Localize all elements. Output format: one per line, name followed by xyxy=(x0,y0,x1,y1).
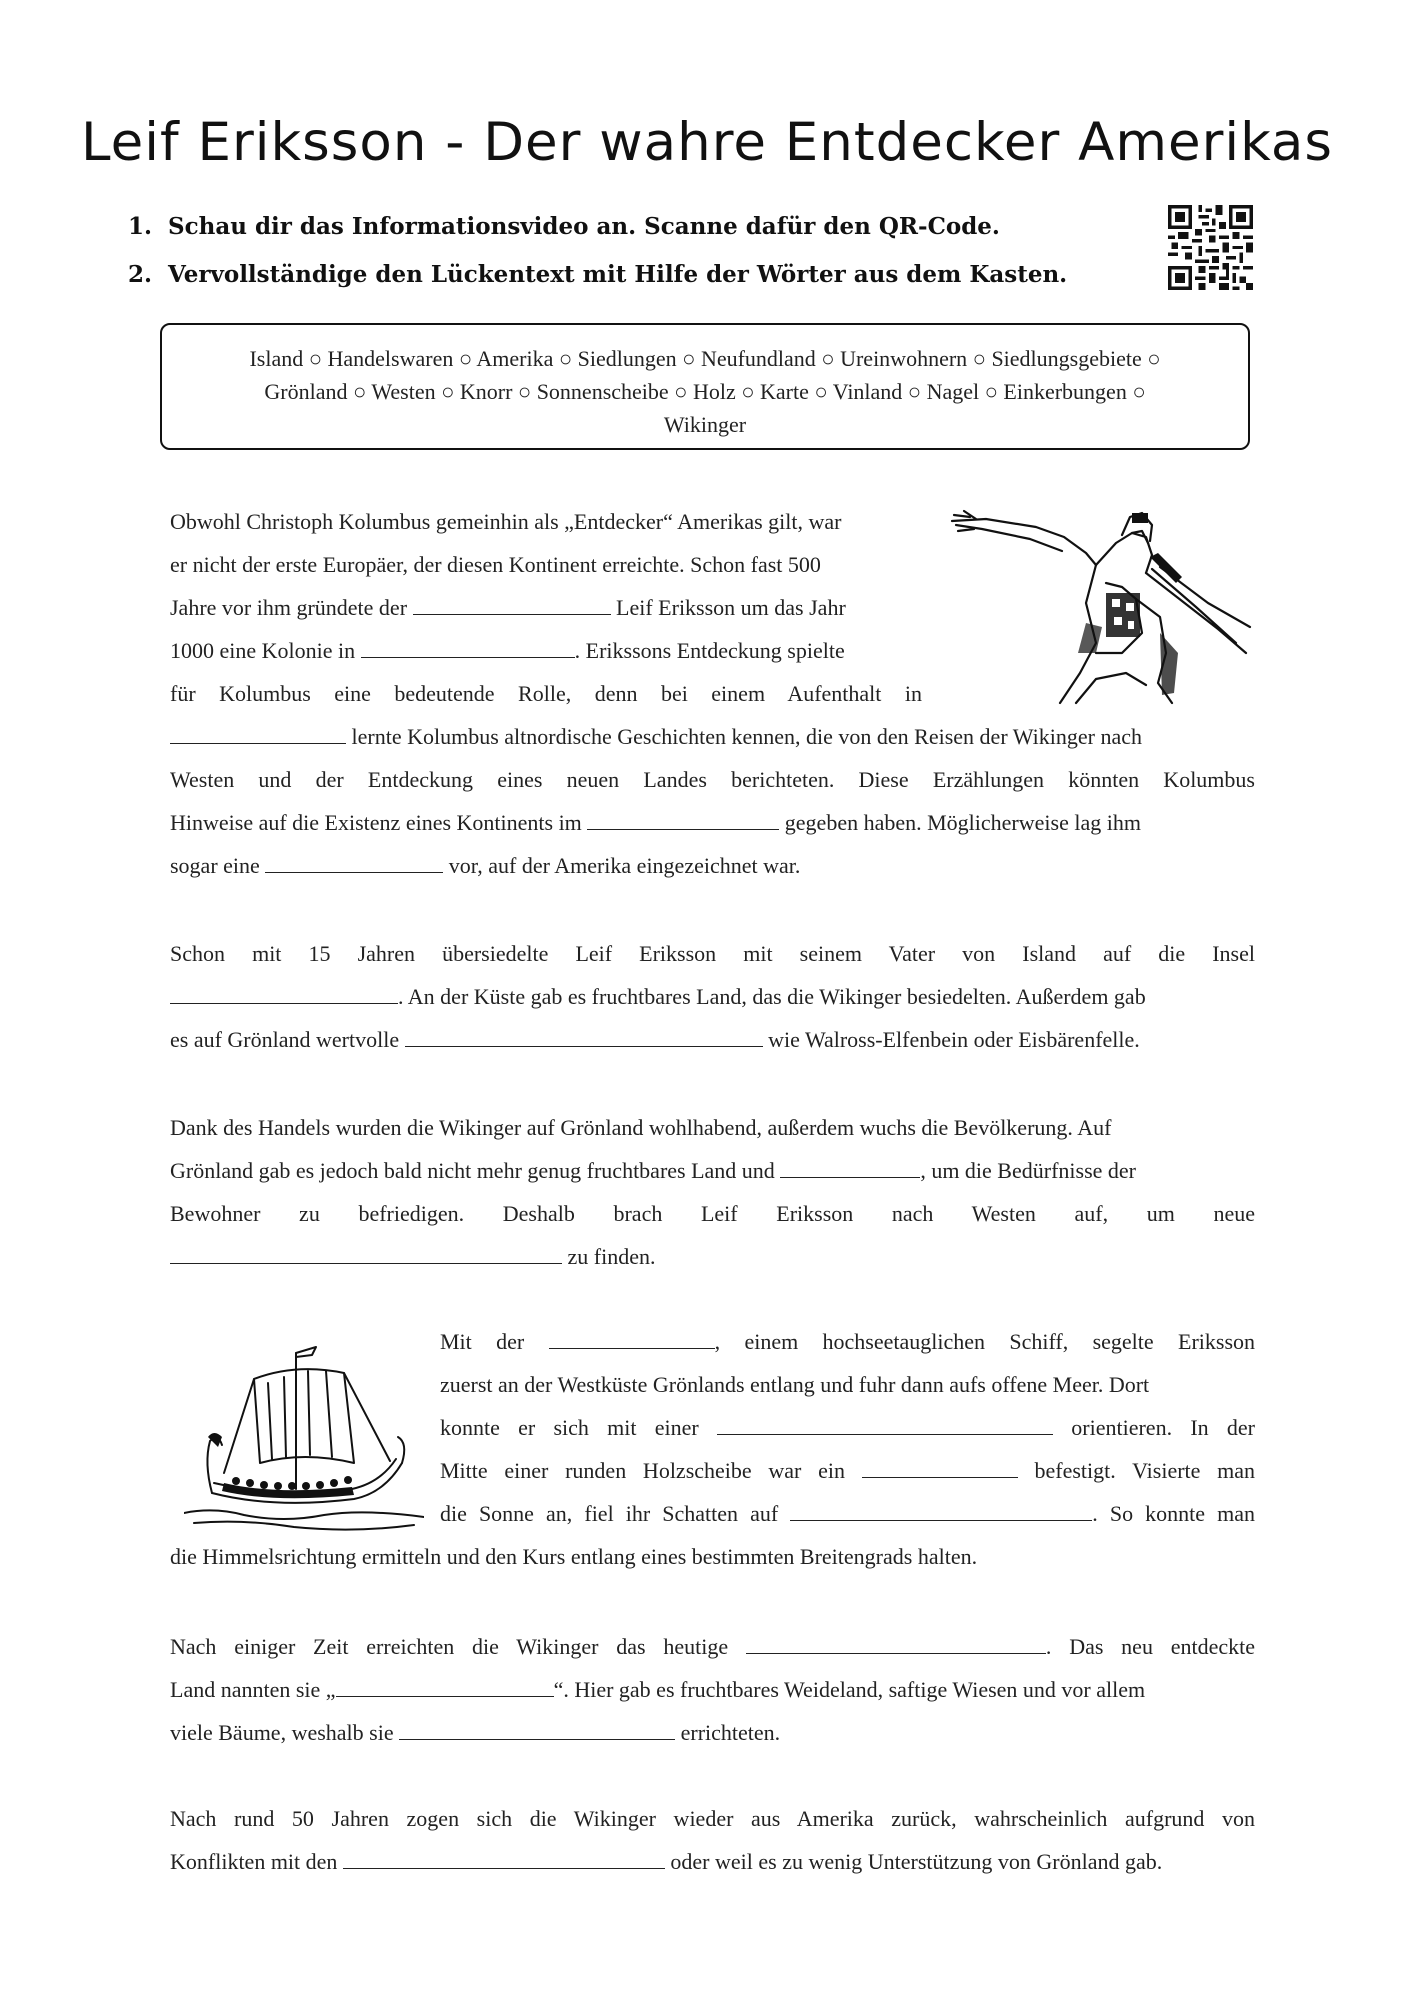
text-line xyxy=(170,1018,1255,1061)
text-line: Schon mit 15 Jahren übersiedelte Leif Eriksson mit seinem Vater von Island auf die Insel xyxy=(170,941,1255,966)
word-box xyxy=(160,323,1250,450)
text-segment: wie Walross-Elfenbein oder Eisbärenfelle. xyxy=(768,1027,1140,1052)
text-segment: Hinweise auf die Existenz eines Kontinents im xyxy=(170,810,582,835)
text-segment: , einem hochseetauglichen Schiff, segelte Eriksson xyxy=(714,1329,1256,1354)
paragraph-4b xyxy=(170,1535,1255,1578)
blank-field[interactable] xyxy=(343,1848,665,1869)
paragraph-2 xyxy=(170,932,1255,1061)
text-line xyxy=(170,844,1255,887)
blank-field[interactable] xyxy=(170,723,346,744)
text-line: er nicht der erste Europäer, der diesen Kontinent erreichte. Schon fast 500 xyxy=(170,552,821,577)
blank-field[interactable] xyxy=(399,1719,675,1740)
viking-illustration xyxy=(946,503,1256,706)
task-number: 1. xyxy=(128,213,153,240)
blank-field[interactable] xyxy=(170,1243,562,1264)
text-line xyxy=(440,1320,1255,1363)
text-line xyxy=(440,1492,1255,1535)
text-line xyxy=(440,1449,1255,1492)
paragraph-6 xyxy=(170,1797,1255,1883)
task-number: 2. xyxy=(128,261,153,288)
page-title: Leif Eriksson - Der wahre Entdecker Amerikas xyxy=(81,112,1333,173)
text-line: Dank des Handels wurden die Wikinger auf Grönland wohlhabend, außerdem wuchs die Bevölkerung. Auf xyxy=(170,1115,1112,1140)
text-segment: Land nannten sie „ xyxy=(170,1677,336,1702)
text-segment: Jahre vor ihm gründete der xyxy=(170,595,408,620)
text-segment: zu finden. xyxy=(567,1244,656,1269)
blank-field[interactable] xyxy=(265,852,443,873)
task-item xyxy=(128,251,1128,299)
text-line xyxy=(170,1235,1255,1278)
word-box-line: Wikinger xyxy=(663,412,747,437)
blank-field[interactable] xyxy=(587,809,779,830)
blank-field[interactable] xyxy=(717,1414,1053,1435)
text-segment: Konflikten mit den xyxy=(170,1849,338,1874)
text-segment: lernte Kolumbus altnordische Geschichten kennen, die von den Reisen der Wikinger nach xyxy=(351,724,1142,749)
blank-field[interactable] xyxy=(413,594,611,615)
text-line: Westen und der Entdeckung eines neuen Landes berichteten. Diese Erzählungen könnten Kolumbus xyxy=(170,767,1255,792)
word-box-line: Grönland ○ Westen ○ Knorr ○ Sonnenscheibe ○ Holz ○ Karte ○ Vinland ○ Nagel ○ Einkerbungen ○ xyxy=(264,379,1146,404)
blank-field[interactable] xyxy=(862,1457,1018,1478)
text-segment: befestigt. Visierte man xyxy=(1034,1458,1256,1483)
task-text: Schau dir das Informationsvideo an. Scanne dafür den QR-Code. xyxy=(168,213,1000,240)
text-line: zuerst an der Westküste Grönlands entlang und fuhr dann aufs offene Meer. Dort xyxy=(440,1372,1150,1397)
text-segment: konnte er sich mit einer xyxy=(440,1415,699,1440)
paragraph-4a xyxy=(440,1320,1255,1535)
blank-field[interactable] xyxy=(361,637,575,658)
text-segment: oder weil es zu wenig Unterstützung von Grönland gab. xyxy=(670,1849,1163,1874)
paragraph-1b xyxy=(170,715,1255,887)
text-segment: Grönland gab es jedoch bald nicht mehr genug fruchtbares Land und xyxy=(170,1158,775,1183)
text-line: die Himmelsrichtung ermitteln und den Kurs entlang eines bestimmten Breitengrads halten. xyxy=(170,1544,978,1569)
text-line: Bewohner zu befriedigen. Deshalb brach Leif Eriksson nach Westen auf, um neue xyxy=(170,1201,1255,1226)
blank-field[interactable] xyxy=(336,1676,554,1697)
text-segment: vor, auf der Amerika eingezeichnet war. xyxy=(448,853,801,878)
text-segment: sogar eine xyxy=(170,853,260,878)
text-segment: . An der Küste gab es fruchtbares Land, das die Wikinger besiedelten. Außerdem gab xyxy=(398,984,1146,1009)
text-segment: . Erikssons Entdeckung spielte xyxy=(574,638,845,663)
text-segment: Mitte einer runden Holzscheibe war ein xyxy=(440,1458,845,1483)
task-item xyxy=(128,203,1128,251)
text-segment: 1000 eine Kolonie in xyxy=(170,638,356,663)
text-segment: errichteten. xyxy=(680,1720,781,1745)
text-line xyxy=(170,975,1255,1018)
text-segment: Leif Eriksson um das Jahr xyxy=(616,595,846,620)
text-line: Obwohl Christoph Kolumbus gemeinhin als „Entdecker“ Amerikas gilt, war xyxy=(170,509,842,534)
text-line xyxy=(170,1840,1255,1883)
text-segment: es auf Grönland wertvolle xyxy=(170,1027,400,1052)
paragraph-1a xyxy=(170,500,922,715)
text-segment: , um die Bedürfnisse der xyxy=(920,1158,1136,1183)
word-box-line: Island ○ Handelswaren ○ Amerika ○ Siedlungen ○ Neufundland ○ Ureinwohnern ○ Siedlungsgebiete ○ xyxy=(249,346,1161,371)
text-segment: gegeben haben. Möglicherweise lag ihm xyxy=(784,810,1141,835)
text-segment: . Das neu entdeckte xyxy=(1045,1634,1256,1659)
blank-field[interactable] xyxy=(746,1633,1046,1654)
text-line: für Kolumbus eine bedeutende Rolle, denn bei einem Aufenthalt in xyxy=(170,681,922,706)
blank-field[interactable] xyxy=(780,1157,920,1178)
text-line xyxy=(170,629,922,672)
paragraph-3 xyxy=(170,1106,1255,1278)
text-line xyxy=(170,1625,1255,1668)
text-line xyxy=(170,1668,1255,1711)
task-text: Vervollständige den Lückentext mit Hilfe der Wörter aus dem Kasten. xyxy=(168,261,1068,288)
text-line xyxy=(170,801,1255,844)
text-line xyxy=(170,715,1255,758)
text-line: Nach rund 50 Jahren zogen sich die Wikinger wieder aus Amerika zurück, wahrscheinlich aufgrund von xyxy=(170,1806,1255,1831)
text-segment: viele Bäume, weshalb sie xyxy=(170,1720,394,1745)
text-segment: orientieren. In der xyxy=(1071,1415,1256,1440)
blank-field[interactable] xyxy=(790,1500,1092,1521)
blank-field[interactable] xyxy=(549,1328,715,1349)
text-segment: “. Hier gab es fruchtbares Weideland, saftige Wiesen und vor allem xyxy=(553,1677,1146,1702)
text-line xyxy=(440,1406,1255,1449)
paragraph-5 xyxy=(170,1625,1255,1754)
viking-ship-illustration xyxy=(184,1333,424,1533)
text-segment: Nach einiger Zeit erreichten die Wikinger das heutige xyxy=(170,1634,729,1659)
blank-field[interactable] xyxy=(405,1026,763,1047)
text-line xyxy=(170,586,922,629)
text-segment: Mit der xyxy=(440,1329,525,1354)
text-segment: . So konnte man xyxy=(1092,1501,1255,1526)
text-line xyxy=(170,1711,1255,1754)
task-list xyxy=(128,203,1128,299)
blank-field[interactable] xyxy=(170,983,398,1004)
text-segment: die Sonne an, fiel ihr Schatten auf xyxy=(440,1501,779,1526)
qr-code-icon[interactable] xyxy=(1168,205,1253,290)
text-line xyxy=(170,1149,1255,1192)
